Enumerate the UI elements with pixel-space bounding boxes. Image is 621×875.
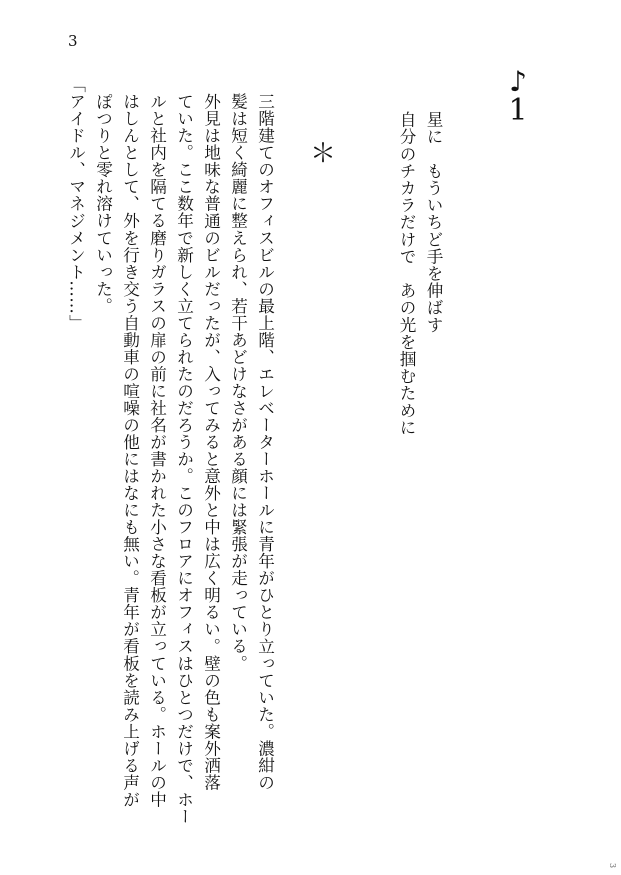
body-column-7: ぽつりと零れ溶けていった。 [93, 93, 113, 315]
corner-page-mark: 3 [607, 862, 617, 869]
page-number: 3 [68, 32, 78, 50]
body-column-1: 三階建てのオフィスビルの最上階、エレベーターホールに青年がひとり立っていた。濃紺の [255, 76, 275, 791]
body-column-3: 外見は地味な普通のビルだったが、入ってみると意外と中は広く明るい。壁の色も案外洒落 [201, 76, 221, 791]
epigraph-line-2: 自分のチカラだけで あの光を掴むために [397, 111, 416, 436]
body-column-8: 「アイドル、マネジメント……」 [66, 76, 86, 332]
body-column-5: ルと社内を隔てる磨りガラスの扉の前に社名が書かれた小さな看板が立っている。ホールの中 [147, 93, 167, 808]
section-separator-asterisk: ＊ [310, 139, 337, 169]
epigraph-line-1: 星に もういちど手を伸ばす [424, 111, 443, 334]
body-column-4: ていた。ここ数年で新しく立てられたのだろうか。このフロアにオフィスはひとつだけで、ホー [174, 93, 194, 825]
chapter-number: 1 [508, 93, 528, 128]
body-column-6: はしんとして、外を行き交う自動車の喧噪の他にはなにも無い。青年が看板を読み上げる声が [120, 93, 140, 808]
body-column-2: 髪は短く綺麗に整えられ、若干あどけなさがある顔には緊張が走っている。 [228, 93, 248, 672]
chapter-heading [498, 65, 538, 128]
music-note-icon: ♪ [509, 65, 527, 98]
